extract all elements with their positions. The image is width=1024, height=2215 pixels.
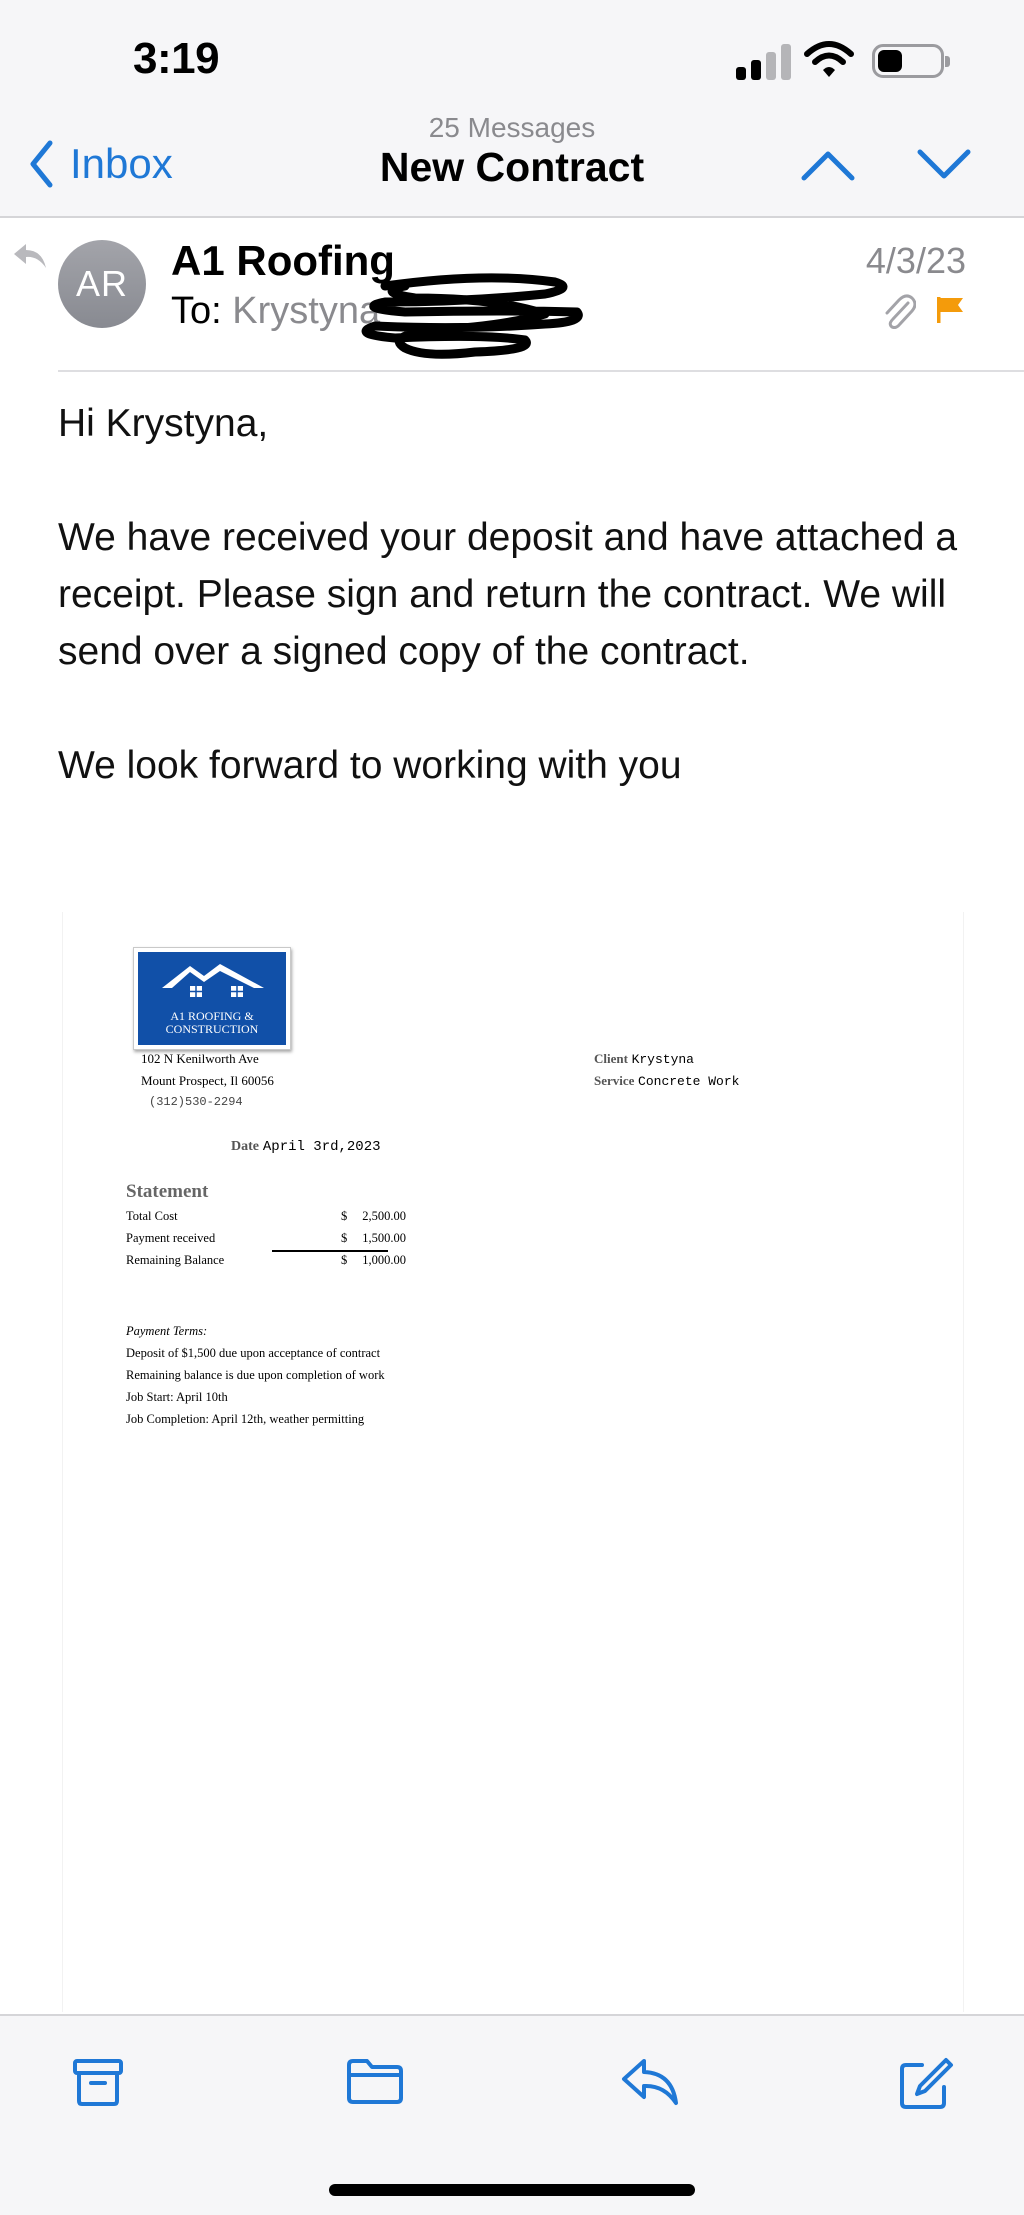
avatar[interactable]: AR <box>58 240 146 328</box>
reply-icon[interactable] <box>620 2057 680 2107</box>
cellular-signal-icon <box>736 44 792 80</box>
navigation-bar <box>0 100 1024 218</box>
page-title: New Contract <box>379 144 645 190</box>
flag-icon <box>935 295 965 325</box>
battery-level <box>878 50 902 72</box>
attachment-preview[interactable] <box>62 912 964 2012</box>
chevron-up-icon[interactable] <box>800 146 856 182</box>
statement-row: Payment received $ 1,500.00 <box>126 1231 406 1245</box>
move-to-folder-icon[interactable] <box>345 2057 405 2105</box>
email-date: 4/3/23 <box>865 240 966 281</box>
payment-terms: Payment Terms: Deposit of $1,500 due upon acceptance of contract Remaining balance is due upon completion of work Job Start: April 10th Job Completion: April 12th, weather permitting <box>126 1324 385 1426</box>
body-paragraph: We have received your deposit and have attached a receipt. Please sign and return the contract. We will send over a signed copy of the contract. <box>58 516 958 673</box>
paperclip-icon <box>882 293 916 329</box>
archive-icon[interactable] <box>72 2057 124 2107</box>
house-logo-icon <box>160 960 266 1000</box>
recipient-name[interactable]: Krystyna <box>232 290 381 332</box>
statement-row: Total Cost $ 2,500.00 <box>126 1209 406 1223</box>
email-header <box>0 220 1024 370</box>
document-date: Date April 3rd,2023 <box>231 1139 381 1155</box>
back-label: Inbox <box>70 140 173 187</box>
company-address-line2: Mount Prospect, Il 60056 <box>141 1073 274 1088</box>
company-phone: (312)530-2294 <box>149 1095 243 1109</box>
email-body <box>58 395 988 851</box>
message-count: 25 Messages <box>428 112 596 143</box>
divider <box>58 370 1024 372</box>
chevron-down-icon[interactable] <box>916 146 972 182</box>
statement-row: Remaining Balance $ 1,000.00 <box>126 1253 406 1267</box>
to-label: To: <box>171 290 222 332</box>
wifi-icon <box>804 40 854 80</box>
company-logo <box>133 947 291 1050</box>
company-address-line1: 102 N Kenilworth Ave <box>141 1051 259 1066</box>
battery-icon <box>872 44 944 78</box>
redaction-scribble <box>345 268 585 362</box>
service-line: Service Concrete Work <box>594 1073 740 1089</box>
client-line: Client Krystyna <box>594 1051 694 1067</box>
replied-icon <box>12 242 48 272</box>
statement-title: Statement <box>126 1181 209 1202</box>
compose-icon[interactable] <box>898 2057 954 2111</box>
closing: We look forward to working with you <box>58 744 682 787</box>
home-indicator[interactable] <box>329 2184 695 2196</box>
greeting: Hi Krystyna, <box>58 402 269 445</box>
status-time: 3:19 <box>133 34 220 83</box>
logo-text: A1 ROOFING & CONSTRUCTION <box>165 1009 259 1036</box>
sender-name[interactable]: A1 Roofing <box>171 237 395 284</box>
